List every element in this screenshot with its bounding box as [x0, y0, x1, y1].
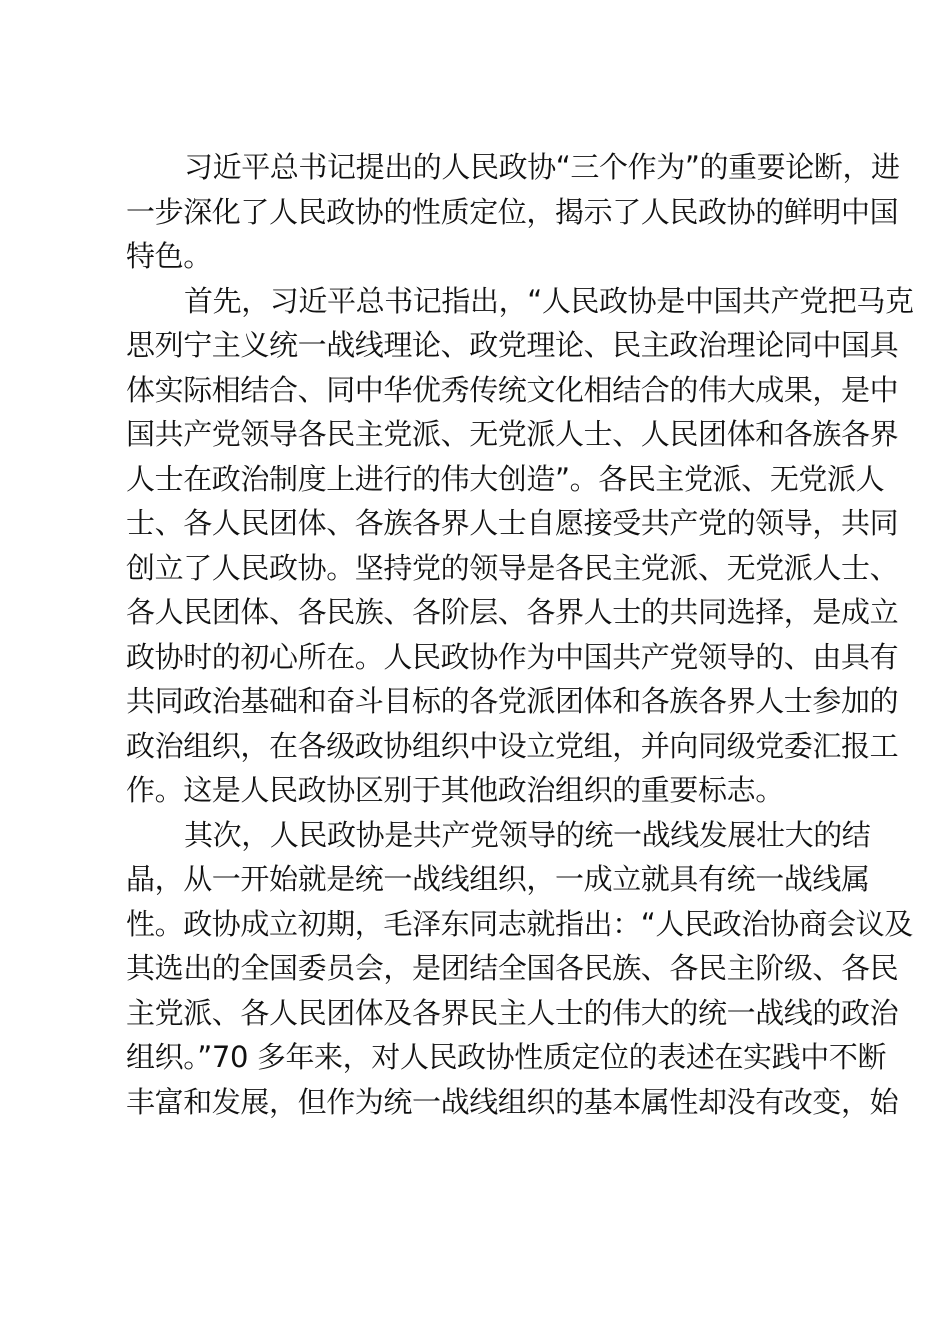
paragraph-3-line-5: 主党派、各人民团体及各界民主人士的伟大的统一战线的政治: [126, 995, 899, 1030]
paragraph-3-line-6: 组织。”70 多年来，对人民政协性质定位的表述在实践中不断: [126, 1040, 887, 1074]
paragraph-2-line-9: 政协时的初心所在。人民政协作为中国共产党领导的、由具有: [126, 639, 899, 674]
paragraph-2-line-3: 体实际相结合、同中华优秀传统文化相结合的伟大成果，是中: [126, 372, 899, 407]
paragraph-2-line-8: 各人民团体、各民族、各阶层、各界人士的共同选择，是成立: [126, 595, 899, 629]
paragraph-3-line-4: 其选出的全国委员会，是团结全国各民族、各民主阶级、各民: [126, 951, 899, 985]
paragraph-2-line-5: 人士在政治制度上进行的伟大创造”。各民主党派、无党派人: [126, 461, 885, 496]
paragraph-1-line-1: 习近平总书记提出的人民政协“三个作为”的重要论断，进: [184, 150, 900, 184]
paragraph-2-line-7: 创立了人民政协。坚持党的领导是各民主党派、无党派人士、: [126, 550, 899, 585]
paragraph-2-line-10: 共同政治基础和奋斗目标的各党派团体和各族各界人士参加的: [126, 684, 899, 718]
paragraph-2-line-6: 士、各人民团体、各族各界人士自愿接受共产党的领导，共同: [126, 506, 899, 540]
paragraph-2-line-1: 首先，习近平总书记指出，“人民政协是中国共产党把马克: [184, 283, 914, 318]
paragraph-2-line-11: 政治组织，在各级政协组织中设立党组，并向同级党委汇报工: [126, 728, 899, 763]
paragraph-2-line-2: 思列宁主义统一战线理论、政党理论、民主政治理论同中国具: [126, 328, 899, 362]
paragraph-1-line-2: 一步深化了人民政协的性质定位，揭示了人民政协的鲜明中国: [126, 194, 899, 229]
paragraph-1-line-3: 特色。: [126, 239, 212, 273]
paragraph-2-line-12: 作。这是人民政协区别于其他政治组织的重要标志。: [126, 773, 784, 807]
paragraph-3-line-3: 性。政协成立初期，毛泽东同志就指出：“人民政治协商会议及: [126, 906, 913, 941]
paragraph-3-line-7: 丰富和发展，但作为统一战线组织的基本属性却没有改变，始: [126, 1084, 899, 1119]
paragraph-3-line-1: 其次，人民政协是共产党领导的统一战线发展壮大的结: [184, 817, 871, 852]
paragraph-2-line-4: 国共产党领导各民主党派、无党派人士、人民团体和各族各界: [126, 417, 899, 451]
paragraph-3-line-2: 晶，从一开始就是统一战线组织，一成立就具有统一战线属: [126, 862, 870, 896]
body-text: [126, 145, 914, 1124]
